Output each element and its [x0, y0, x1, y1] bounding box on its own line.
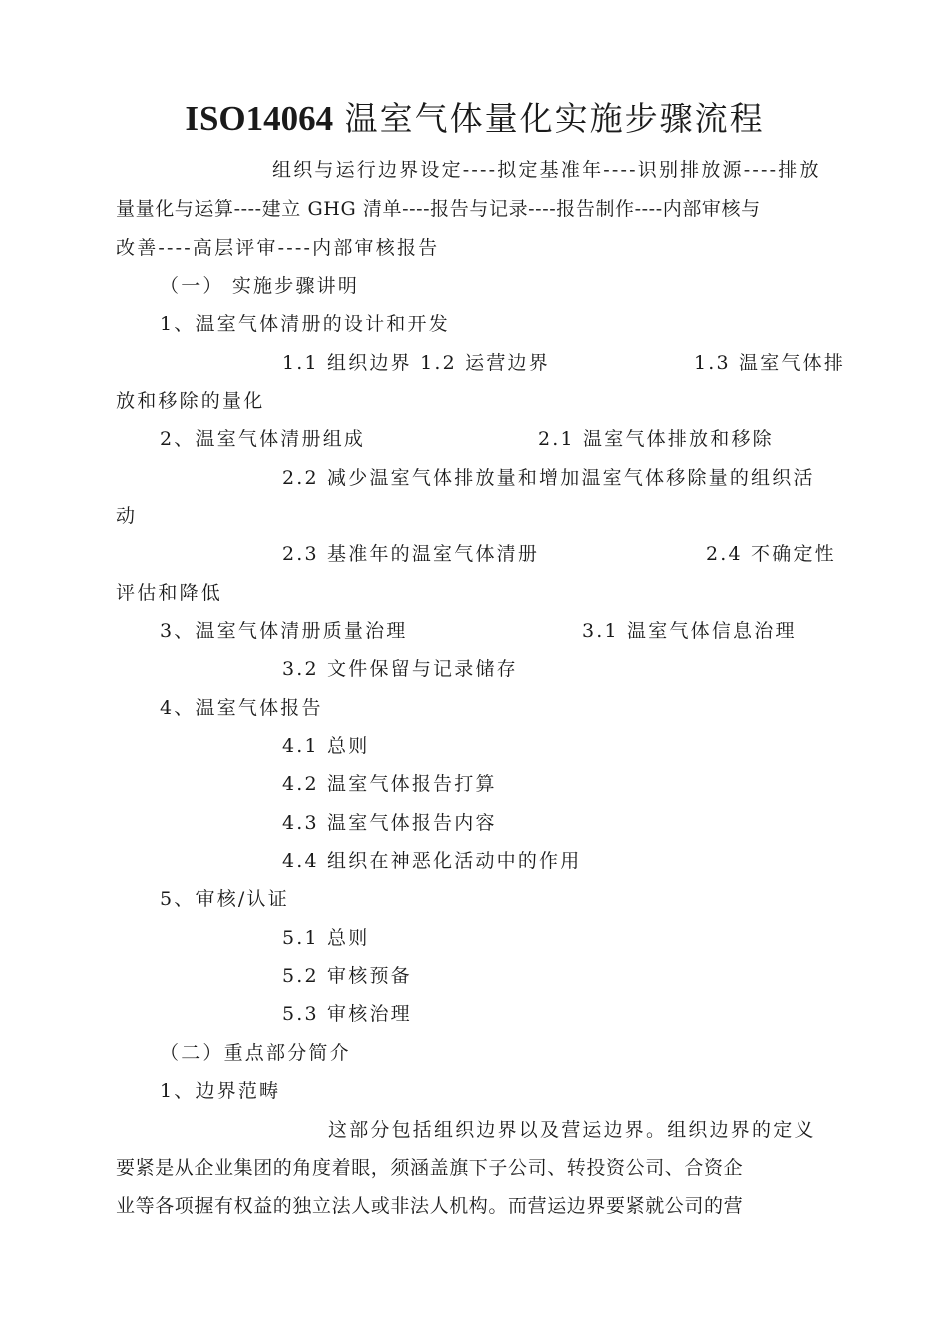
item-1-sub-b-cont: 放和移除的量化	[116, 390, 265, 412]
item-2-label: 2、温室气体清册组成	[160, 428, 366, 450]
item-1-sub-b: 1.3 温室气体排	[694, 352, 846, 374]
item-2-sub-1: 2.1 温室气体排放和移除	[538, 428, 774, 450]
item-4-sub-4: 4.4 组织在神恶化活动中的作用	[282, 850, 582, 872]
item-4-sub-3: 4.3 温室气体报告内容	[282, 812, 497, 834]
section-two-item-1-label: 1、边界范畴	[160, 1080, 281, 1102]
item-2-sub-4-cont: 评估和降低	[116, 582, 223, 604]
item-5-sub-1: 5.1 总则	[282, 927, 370, 949]
item-5-label: 5、审核/认证	[160, 888, 289, 910]
item-1-label: 1、温室气体清册的设计和开发	[160, 313, 450, 335]
section-one-heading: （一） 实施步骤讲明	[160, 275, 360, 297]
paragraph-line-2: 要紧是从企业集团的角度着眼，须涵盖旗下子公司、转投资公司、合资企	[116, 1157, 744, 1179]
item-3-sub-2: 3.2 文件保留与记录储存	[282, 658, 518, 680]
item-3-label: 3、温室气体清册质量治理	[160, 620, 408, 642]
title-standard-code: ISO14064	[185, 99, 334, 138]
intro-line-1: 组织与运行边界设定----拟定基准年----识别排放源----排放	[272, 159, 821, 181]
item-4-sub-2: 4.2 温室气体报告打算	[282, 773, 497, 795]
document-title	[0, 97, 950, 141]
item-2-sub-3: 2.3 基准年的温室气体清册	[282, 543, 540, 565]
title-text: 温室气体量化实施步骤流程	[344, 99, 765, 138]
item-5-sub-2: 5.2 审核预备	[282, 965, 412, 987]
item-5-sub-3: 5.3 审核治理	[282, 1003, 412, 1025]
item-4-label: 4、温室气体报告	[160, 697, 323, 719]
item-2-sub-2-cont: 动	[116, 505, 138, 527]
item-2-sub-2: 2.2 减少温室气体排放量和增加温室气体移除量的组织活	[282, 467, 815, 489]
section-two-heading: （二）重点部分简介	[160, 1042, 351, 1064]
intro-line-2: 量量化与运算----建立 GHG 清单----报告与记录----报告制作----内部审核与	[116, 198, 761, 220]
item-4-sub-1: 4.1 总则	[282, 735, 370, 757]
item-1-sub-a: 1.1 组织边界 1.2 运营边界	[282, 352, 550, 374]
item-2-sub-4: 2.4 不确定性	[706, 543, 836, 565]
item-3-sub-1: 3.1 温室气体信息治理	[582, 620, 797, 642]
paragraph-line-3: 业等各项握有权益的独立法人或非法人机构。而营运边界要紧就公司的营	[116, 1195, 744, 1217]
intro-line-3: 改善----高层评审----内部审核报告	[116, 237, 440, 259]
paragraph-line-1: 这部分包括组织边界以及营运边界。组织边界的定义	[328, 1119, 816, 1141]
